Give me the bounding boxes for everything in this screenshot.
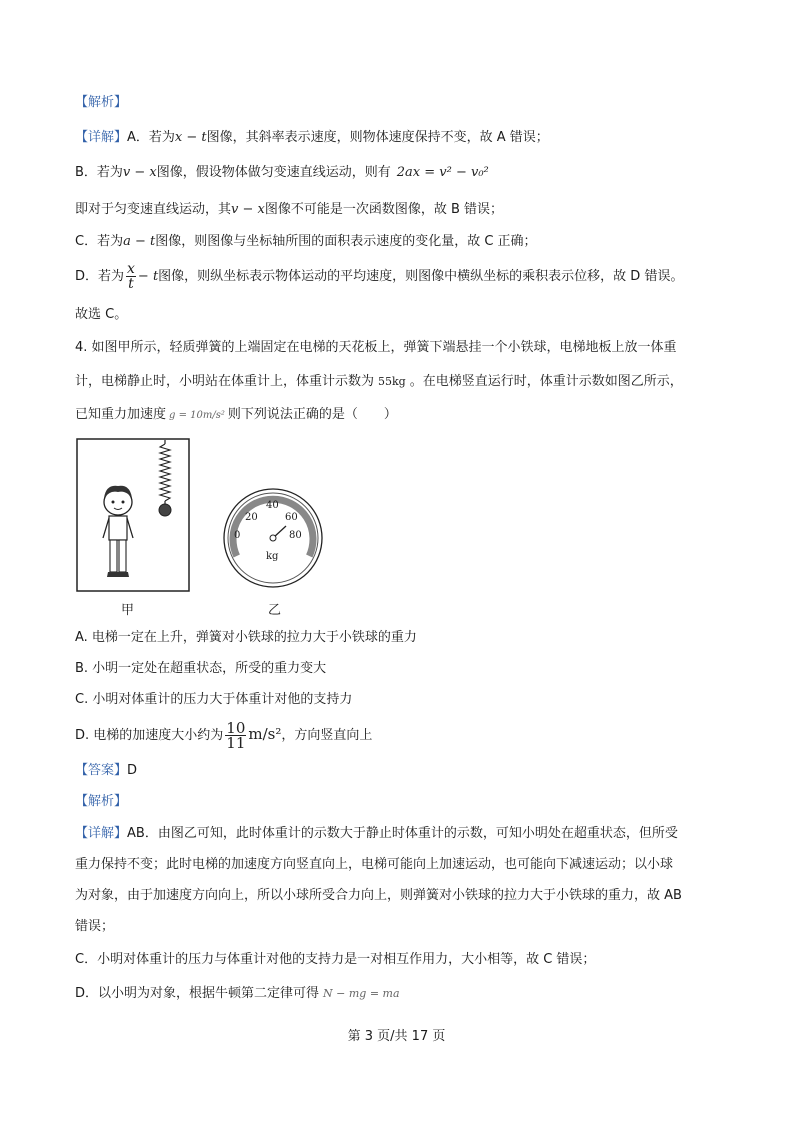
- question-line-3: 已知重力加速度 g = 10m/s² 则下列说法正确的是（ ）: [75, 407, 397, 422]
- line-a: 【详解】A．若为x − t图像，其斜率表示速度，则物体速度保持不变，故 A 错误；: [75, 130, 549, 145]
- fraction: $\frac{10}{11}$: [226, 719, 246, 752]
- answer-p2: 重力保持不变；此时电梯的加速度方向竖直向上，电梯可能向上加速运动，也可能向下减速运动；以小球: [75, 857, 674, 872]
- analysis-heading-2: 【解析】: [75, 794, 128, 809]
- question-line-2: 计，电梯静止时，小明站在体重计上，体重计示数为 55kg 。在电梯竖直运行时，体重计示数如图乙所示，: [75, 374, 683, 389]
- scale-unit: kg: [266, 551, 279, 562]
- answer-p4: 错误；: [75, 919, 115, 934]
- option-b: B. 小明一定处在超重状态，所受的重力变大: [75, 661, 327, 676]
- option-d: D. 电梯的加速度大小约为 $\frac{10}{11}$ m/s²，方向竖直向上: [75, 719, 373, 752]
- equation: 2ax = v² − v₀²: [396, 165, 489, 180]
- line-c: C．若为a − t图像，则图像与坐标轴所围的面积表示速度的变化量，故 C 正确；: [75, 234, 537, 249]
- choice-line: 故选 C。: [75, 307, 128, 322]
- answer-label: 【答案】: [75, 763, 128, 778]
- page-footer: 第 3 页/共 17 页: [347, 1029, 446, 1044]
- answer-p6: D．以小明为对象，根据牛顿第二定律可得 N − mg = ma: [75, 986, 400, 1001]
- answer-value: D: [127, 763, 138, 778]
- option-a: A. 电梯一定在上升，弹簧对小铁球的拉力大于小铁球的重力: [75, 630, 417, 645]
- tick-60: 60: [285, 512, 298, 523]
- figure-b-label: 乙: [268, 603, 282, 618]
- answer-p3: 为对象，由于加速度方向向上，所以小球所受合力向上，则弹簧对小铁球的拉力大于小铁球的重力，故 AB: [75, 888, 682, 903]
- tick-20: 20: [245, 512, 258, 523]
- option-c: C. 小明对体重计的压力大于体重计对他的支持力: [75, 692, 353, 707]
- analysis-heading: 【解析】: [75, 95, 128, 110]
- answer-p1: 【详解】AB．由图乙可知，此时体重计的示数大于静止时体重计的示数，可知小明处在超重状态，但所受: [75, 826, 678, 841]
- boy-icon: [103, 486, 133, 577]
- detail-label: 【详解】: [75, 130, 128, 145]
- tick-80: 80: [289, 530, 302, 541]
- answer-p5: C．小明对体重计的压力与体重计对他的支持力是一对相互作用力，大小相等，故 C 错误；: [75, 952, 596, 967]
- question-line-1: 4. 如图甲所示，轻质弹簧的上端固定在电梯的天花板上，弹簧下端悬挂一个小铁球，电梯地板上放一体重: [75, 340, 677, 355]
- line-b: B．若为v − x图像，假设物体做匀变速直线运动，则有 2ax = v² − v₀²: [75, 165, 489, 180]
- tick-0: 0: [234, 530, 241, 541]
- figure-a-label: 甲: [121, 603, 135, 618]
- elevator-figure: [76, 438, 191, 594]
- line-b2: 即对于匀变速直线运动，其v − x图像不可能是一次函数图像，故 B 错误；: [75, 202, 504, 217]
- tick-40: 40: [266, 500, 279, 511]
- answer-line: [75, 761, 137, 781]
- line-d: D．若为 $\frac{x}{t}$ − t图像，则纵坐标表示物体运动的平均速度，则图像中横纵坐标的乘积表示位移，故 D 错误。: [75, 261, 684, 292]
- fraction: $\frac{x}{t}$: [127, 261, 135, 292]
